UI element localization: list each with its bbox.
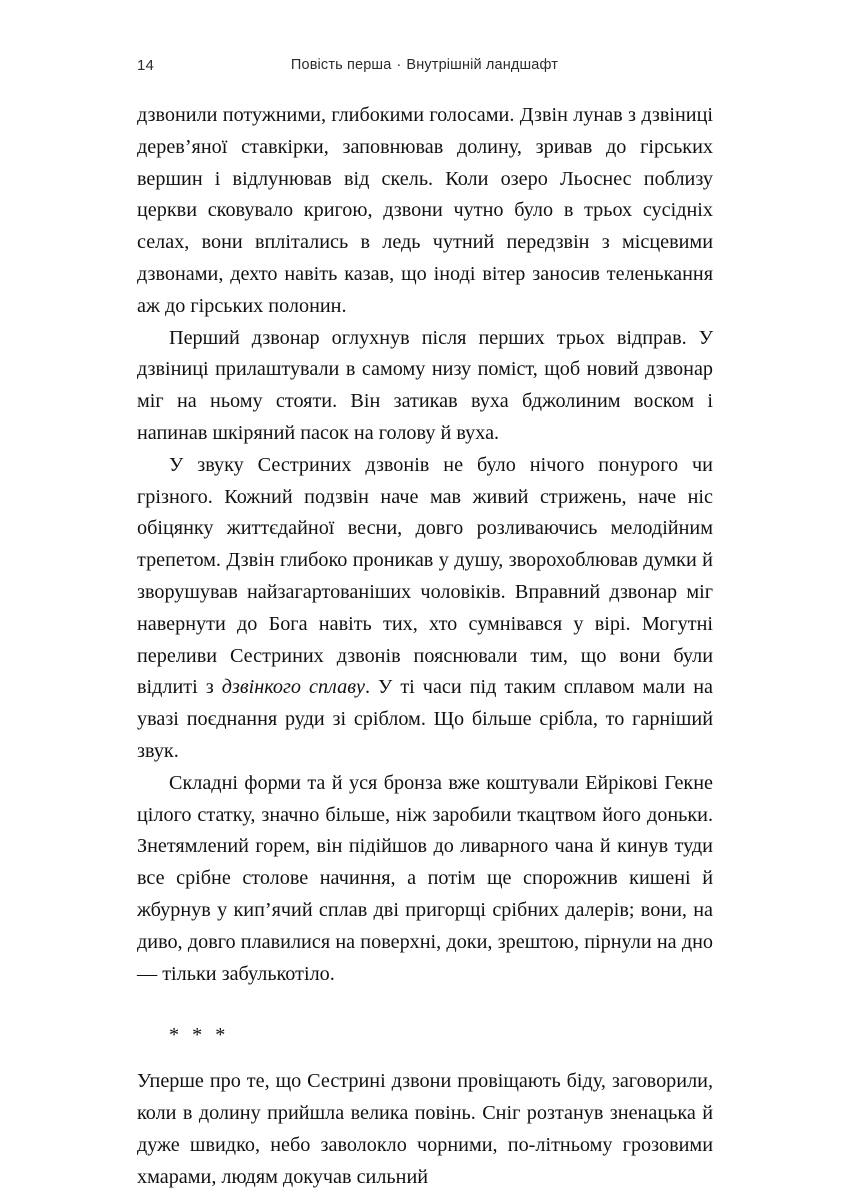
running-head-separator: · [396,57,402,73]
italic-phrase-resonant-alloy: дзвінкого сплаву [221,676,365,699]
running-head [137,57,712,73]
paragraph-first-bellringer: Перший дзвонар оглухнув після перших трьох відправ. У дзвіниці прилаштували в самому низу поміст, щоб новий дзвонар міг на ньому стояти. Він затикав вуха бджолиним воском і напинав шкіряний пасок на голову й вуха. [137,326,713,444]
paragraph-eirik-hekne-cost: Складні форми та й уся бронза вже коштували Ейрікові Гекне цілого статку, значно більше, ніж заробили ткацтвом його доньки. Знетямлений горем, він підійшов до ливарного чана й кинув туди все срібне столове начиння, а потім ще спорожнив кишені й жбурнув у кип’ячий сплав дві пригорщі срібних далерів; вони, на диво, довго плавилися на поверхні, доки, зрештою, пірнули на дно — тільки забулькотіло. [137,771,713,985]
paragraph-text-before-italic: У звуку Сестриних дзвонів не було нічого понурого чи грізного. Кожний подзвін наче мав живий стрижень, наче ніс обіцянку життєдайної весни, довго розливаючись мелодійним трепетом. Дзвін глибоко проникав у душу, зворохоблював думки й зворушував найзагартованіших чоловіків. Вправний дзвонар міг навернути до Бога навіть тих, хто сумнівався у вірі. Могутні переливи Сестриних дзвонів пояснювали тим, що вони були відлиті з [137,453,713,699]
page-header [137,57,712,79]
paragraph-text-after-italic: . У ті часи під таким сплавом мали на увазі поєднання руди зі сріблом. Що більше срібла, то гарніший звук. [137,676,714,762]
running-head-part: Повість перша [290,57,392,73]
running-head-title: Внутрішній ландшафт [406,57,559,73]
paragraph-bells-ringing: дзвонили потужними, глибокими голосами. Дзвін лунав з дзвіниці дерев’яної ставкірки, заповнював долину, зривав до гірських вершин і відлунював від скель. Коли озеро Льоснес поблизу церкви сковувало кригою, дзвони чутно було в трьох сусідніх селах, вони вплітались в ледь чутний передзвін з місцевими дзвонами, дехто навіть казав, що іноді вітер заносив теленькання аж до гірських полонин. [137,104,713,317]
section-divider: * * * [169,1024,230,1047]
page-number: 14 [137,57,155,74]
paragraph-sister-bells-sound [137,450,713,768]
page-body [137,100,713,1193]
paragraph-flood-rumour: Уперше про те, що Сестрині дзвони провіщають біду, заговорили, коли в долину прийшла велика повінь. Сніг розтанув зненацька й дуже швидко, небо заволокло чорними, по-літньому грозовими хмарами, людям докучав сильний [137,1070,713,1188]
